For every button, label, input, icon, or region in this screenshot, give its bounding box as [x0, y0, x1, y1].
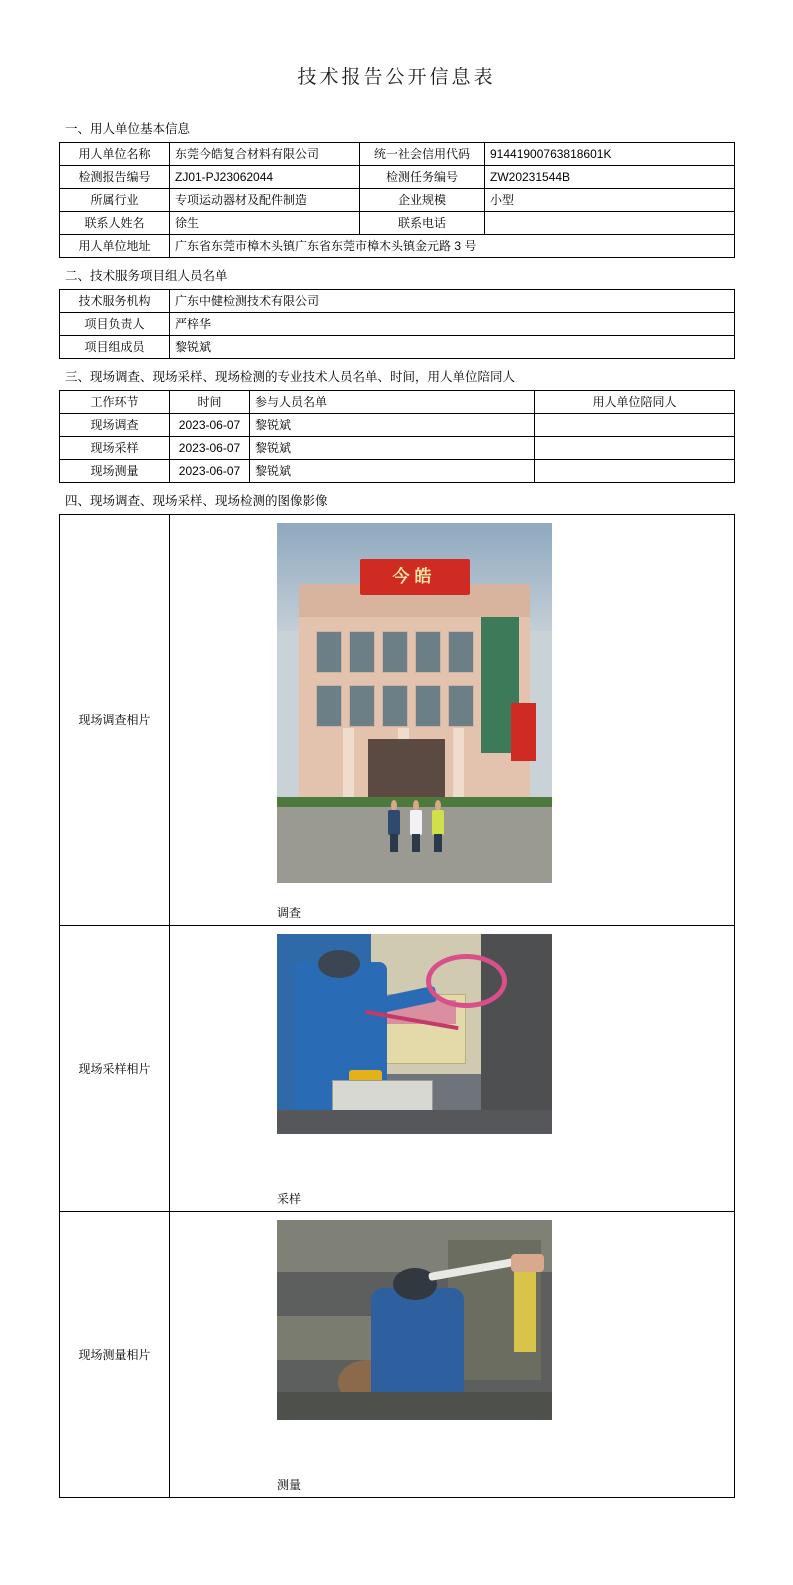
table-header-row: [60, 391, 735, 414]
cell-step: 现场调查: [60, 414, 170, 437]
cell-date: 2023-06-07: [170, 437, 250, 460]
section-1-heading: 一、用人单位基本信息: [65, 122, 191, 136]
cell-value: [485, 212, 735, 235]
cell-label: 技术服务机构: [60, 290, 170, 313]
cell-photo: [170, 1212, 735, 1498]
fieldwork-schedule-table: [59, 390, 735, 483]
cell-label: 用人单位名称: [60, 143, 170, 166]
cell-date: 2023-06-07: [170, 460, 250, 483]
cell-accompany: [535, 460, 735, 483]
cell-people: 黎锐斌: [250, 437, 535, 460]
cell-label: 现场测量相片: [60, 1212, 170, 1498]
table-row: [60, 437, 735, 460]
factory-sign-text: 今皓: [392, 567, 437, 586]
photo-investigation: [277, 523, 552, 883]
table-row-address: [60, 235, 735, 258]
table-row: [60, 189, 735, 212]
cell-label: 检测任务编号: [360, 166, 485, 189]
cell-label: 企业规模: [360, 189, 485, 212]
cell-value: ZJ01-PJ23062044: [170, 166, 360, 189]
table-row: [60, 414, 735, 437]
employer-info-table: [59, 142, 735, 258]
cell-label: 所属行业: [60, 189, 170, 212]
cell-value: 严梓华: [170, 313, 735, 336]
cell-label-address: 用人单位地址: [60, 235, 170, 258]
cell-step: 现场测量: [60, 460, 170, 483]
column-header: 时间: [170, 391, 250, 414]
cell-value: ZW20231544B: [485, 166, 735, 189]
cell-label: 联系电话: [360, 212, 485, 235]
table-row: [60, 313, 735, 336]
column-header: 参与人员名单: [250, 391, 535, 414]
photo-sampling: [277, 934, 552, 1134]
cell-photo: [170, 926, 735, 1212]
cell-date: 2023-06-07: [170, 414, 250, 437]
cell-label: 联系人姓名: [60, 212, 170, 235]
photo-row-investigation: [60, 515, 735, 926]
cell-accompany: [535, 414, 735, 437]
cell-step: 现场采样: [60, 437, 170, 460]
cell-value: 东莞今皓复合材料有限公司: [170, 143, 360, 166]
column-header: 用人单位陪同人: [535, 391, 735, 414]
page-title: 技术报告公开信息表: [297, 67, 496, 88]
photo-caption: 采样: [277, 1192, 302, 1206]
photo-row-sampling: [60, 926, 735, 1212]
cell-photo: [170, 515, 735, 926]
section-3-heading: 三、现场调查、现场采样、现场检测的专业技术人员名单、时间，用人单位陪同人: [65, 370, 516, 384]
section-2-heading: 二、技术服务项目组人员名单: [65, 269, 228, 283]
cell-label: 检测报告编号: [60, 166, 170, 189]
photo-caption: 测量: [277, 1478, 302, 1492]
cell-label: 项目组成员: [60, 336, 170, 359]
photo-row-measurement: [60, 1212, 735, 1498]
table-row: [60, 212, 735, 235]
cell-label: 现场调查相片: [60, 515, 170, 926]
field-photos-table: [59, 514, 735, 1498]
table-row: [60, 460, 735, 483]
cell-value: 黎锐斌: [170, 336, 735, 359]
document-content: [59, 89, 734, 1498]
cell-label: 项目负责人: [60, 313, 170, 336]
section-4-heading: 四、现场调查、现场采样、现场检测的图像影像: [65, 494, 328, 508]
table-row: [60, 336, 735, 359]
cell-value: 91441900763818601K: [485, 143, 735, 166]
table-row: [60, 143, 735, 166]
project-team-table: [59, 289, 735, 359]
cell-people: 黎锐斌: [250, 414, 535, 437]
cell-value-address: 广东省东莞市樟木头镇广东省东莞市樟木头镇金元路 3 号: [170, 235, 735, 258]
cell-accompany: [535, 437, 735, 460]
cell-value: 广东中健检测技术有限公司: [170, 290, 735, 313]
cell-value: 徐生: [170, 212, 360, 235]
photo-measurement: [277, 1220, 552, 1420]
cell-label: 统一社会信用代码: [360, 143, 485, 166]
table-row: [60, 166, 735, 189]
cell-value: 专项运动器材及配件制造: [170, 189, 360, 212]
cell-value: 小型: [485, 189, 735, 212]
column-header: 工作环节: [60, 391, 170, 414]
table-row: [60, 290, 735, 313]
photo-caption: 调查: [277, 906, 302, 920]
cell-people: 黎锐斌: [250, 460, 535, 483]
cell-label: 现场采样相片: [60, 926, 170, 1212]
